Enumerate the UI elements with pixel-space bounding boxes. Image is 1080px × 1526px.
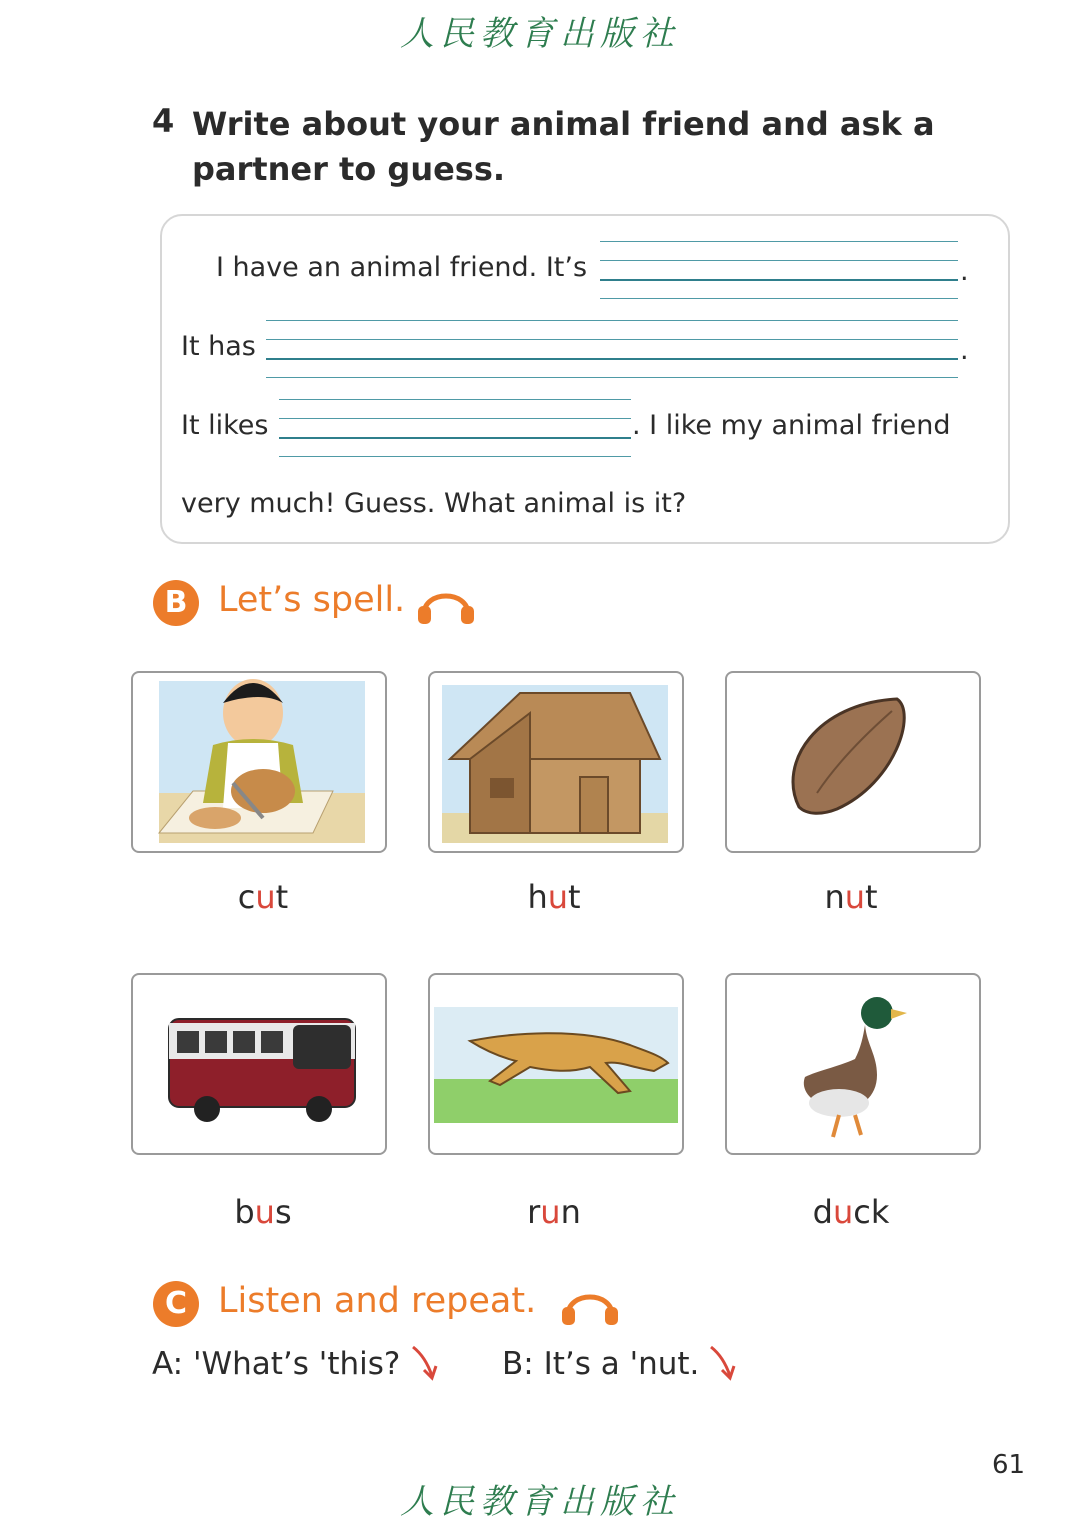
exercise-instruction: Write about your animal friend and ask a partner to guess.	[192, 105, 935, 188]
running-cheetah-image	[430, 975, 682, 1153]
writing-line-1[interactable]	[600, 241, 958, 299]
picture-card-hut[interactable]	[428, 671, 684, 853]
section-c-badge: C	[153, 1281, 199, 1327]
boy-cutting-bread-image	[133, 673, 385, 851]
bus-image	[133, 975, 385, 1153]
word-nut: nut	[824, 878, 878, 916]
picture-card-cut[interactable]	[131, 671, 387, 853]
line1-end: .	[960, 256, 969, 287]
picture-card-run[interactable]	[428, 973, 684, 1155]
duck-image	[727, 975, 979, 1153]
word-vowel-highlight: u	[254, 1193, 275, 1231]
dialog-line-a: A: 'What’s 'this?	[152, 1346, 401, 1382]
line3-prefix: It likes	[181, 410, 269, 441]
headphones-icon[interactable]	[560, 1281, 620, 1327]
word-vowel-highlight: u	[255, 878, 276, 916]
section-c-title: Listen and repeat.	[218, 1281, 537, 1321]
picture-card-bus[interactable]	[131, 973, 387, 1155]
publisher-header: 人民教育出版社	[400, 14, 680, 54]
picture-card-duck[interactable]	[725, 973, 981, 1155]
dialog-line-b: B: It’s a 'nut.	[502, 1346, 700, 1382]
falling-intonation-arrow-icon	[410, 1344, 440, 1382]
section-b-badge: B	[153, 580, 199, 626]
falling-intonation-arrow-icon	[708, 1344, 738, 1382]
word-vowel-highlight: u	[547, 878, 568, 916]
word-run: run	[527, 1193, 581, 1231]
publisher-footer: 人民教育出版社	[400, 1482, 680, 1522]
word-duck: duck	[812, 1193, 890, 1231]
word-cut: cut	[237, 878, 289, 916]
word-vowel-highlight: u	[540, 1193, 561, 1231]
word-bus: bus	[234, 1193, 292, 1231]
writing-line-2[interactable]	[266, 320, 958, 378]
wooden-hut-image	[430, 673, 682, 851]
section-b-title: Let’s spell.	[218, 580, 406, 620]
line2-prefix: It has	[181, 331, 256, 362]
writing-line-3[interactable]	[279, 399, 631, 457]
page-number: 61	[992, 1450, 1026, 1480]
line1-prefix: I have an animal friend. It’s	[216, 252, 588, 283]
line4-text: very much! Guess. What animal is it?	[181, 488, 687, 519]
word-hut: hut	[527, 878, 581, 916]
word-vowel-highlight: u	[844, 878, 865, 916]
nut-image	[727, 673, 979, 851]
line2-end: .	[960, 335, 969, 366]
picture-card-nut[interactable]	[725, 671, 981, 853]
exercise-number: 4	[152, 102, 175, 140]
word-vowel-highlight: u	[832, 1193, 854, 1231]
headphones-icon[interactable]	[416, 580, 476, 626]
line3-suffix: . I like my animal friend	[632, 410, 951, 441]
